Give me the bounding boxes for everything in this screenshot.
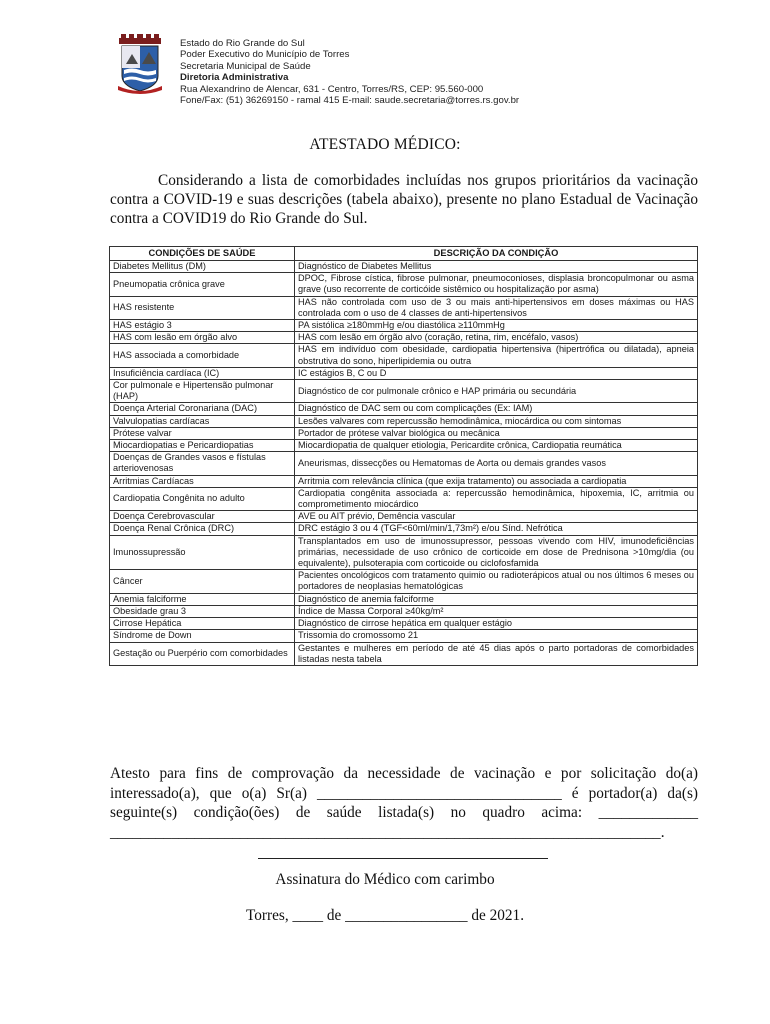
condition-cell: Síndrome de Down — [110, 630, 295, 642]
condition-cell: Cirrose Hepática — [110, 618, 295, 630]
condition-cell: Cardiopatia Congênita no adulto — [110, 487, 295, 510]
table-row — [110, 593, 698, 605]
description-cell: DRC estágio 3 ou 4 (TGF<60ml/min/1,73m²) e/ou Sínd. Nefrótica — [295, 523, 698, 535]
description-cell: Diagnóstico de Diabetes Mellitus — [295, 261, 698, 273]
condition-cell: Doença Renal Crônica (DRC) — [110, 523, 295, 535]
condition-cell: Arritmias Cardíacas — [110, 475, 295, 487]
condition-cell: Obesidade grau 3 — [110, 605, 295, 617]
header-line-executive: Poder Executivo do Município de Torres — [180, 49, 350, 61]
comorbidities-table — [109, 246, 698, 666]
description-cell: AVE ou AIT prévio, Demência vascular — [295, 511, 698, 523]
condition-cell: Doenças de Grandes vasos e fístulas arteriovenosas — [110, 452, 295, 475]
table-row — [110, 427, 698, 439]
table-row — [110, 344, 698, 367]
condition-cell: HAS associada a comorbidade — [110, 344, 295, 367]
description-cell: Lesões valvares com repercussão hemodinâmica, miocárdica ou com sintomas — [295, 415, 698, 427]
header-description: DESCRIÇÃO DA CONDIÇÃO — [295, 247, 698, 261]
table-row — [110, 511, 698, 523]
table-row — [110, 380, 698, 403]
description-cell: HAS com lesão em órgão alvo (coração, retina, rim, encéfalo, vasos) — [295, 332, 698, 344]
table-row — [110, 452, 698, 475]
municipal-coat-of-arms-icon — [116, 34, 164, 94]
condition-cell: Anemia falciforme — [110, 593, 295, 605]
condition-cell: Insuficiência cardíaca (IC) — [110, 367, 295, 379]
condition-cell: Miocardiopatias e Pericardiopatias — [110, 440, 295, 452]
table-row — [110, 523, 698, 535]
table-row — [110, 487, 698, 510]
description-cell: Aneurismas, dissecções ou Hematomas de Aorta ou demais grandes vasos — [295, 452, 698, 475]
letterhead — [180, 38, 519, 106]
table-row — [110, 535, 698, 570]
header-line-directorate: Diretoria Administrativa — [180, 72, 289, 84]
description-cell: Trissomia do cromossomo 21 — [295, 630, 698, 642]
description-cell: Miocardiopatia de qualquer etiologia, Pericardite crônica, Cardiopatia reumática — [295, 440, 698, 452]
condition-cell: Pneumopatia crônica grave — [110, 273, 295, 296]
header-line-state: Estado do Rio Grande do Sul — [180, 38, 305, 49]
description-cell: Arritmia com relevância clínica (que exija tratamento) ou associada a cardiopatia — [295, 475, 698, 487]
description-cell: Diagnóstico de cirrose hepática em qualquer estágio — [295, 618, 698, 630]
description-cell: HAS não controlada com uso de 3 ou mais anti-hipertensivos em doses máximas ou HAS controlada com o uso de 4 classes de anti-hipertensivos — [295, 296, 698, 319]
attestation-paragraph: Atesto para fins de comprovação da necessidade de vacinação e por solicitação do(a) interessado(a), que o(a) Sr(a) ________________________________ é portador(a) da(s) seguinte(s) condição(ões) de saúde listada(s) no quadro acima: _____________ ________________________________________________________________________. — [110, 765, 698, 841]
description-cell: DPOC, Fibrose cística, fibrose pulmonar, pneumoconioses, displasia broncopulmonar ou asma grave (uso recorrente de corticóide sistêmico ou hospitalização por asma) — [295, 273, 698, 296]
table-header-row — [110, 247, 698, 261]
signature-line — [258, 858, 548, 859]
intro-paragraph: Considerando a lista de comorbidades incluídas nos grupos prioritários da vacinação contra a COVID-19 e suas descrições (tabela abaixo), presente no plano Estadual de Vacinação contra a COVID19 do Rio Grande do Sul. — [110, 172, 698, 227]
table-row — [110, 296, 698, 319]
table-row — [110, 440, 698, 452]
table-row — [110, 332, 698, 344]
document-title: ATESTADO MÉDICO: — [309, 136, 461, 153]
condition-cell: Imunossupressão — [110, 535, 295, 570]
condition-cell: Doença Cerebrovascular — [110, 511, 295, 523]
header-address: Rua Alexandrino de Alencar, 631 - Centro, Torres/RS, CEP: 95.560-000 — [180, 83, 484, 95]
header-conditions: CONDIÇÕES DE SAÚDE — [110, 247, 295, 261]
description-cell: Índice de Massa Corporal ≥40kg/m² — [295, 605, 698, 617]
table-row — [110, 320, 698, 332]
table-row — [110, 403, 698, 415]
description-cell: Transplantados em uso de imunossupressor, pessoas vivendo com HIV, imunodeficiências primárias, necessidade de uso crônico de corticoide em dose de Prednisona >10mg/dia (ou equivalente), pulsoterapia com corticoide ou ciclofosfamida — [295, 535, 698, 570]
condition-cell: Cor pulmonale e Hipertensão pulmonar (HAP) — [110, 380, 295, 403]
description-cell: Cardiopatia congênita associada a: repercussão hemodinâmica, hipoxemia, IC, arritmia ou comprometimento miocárdico — [295, 487, 698, 510]
description-cell: HAS em indivíduo com obesidade, cardiopatia hipertensiva (hipertrófica ou dilatada), apneia obstrutiva do sono, hiperlipidemia ou outra — [295, 344, 698, 367]
condition-cell: Valvulopatias cardíacas — [110, 415, 295, 427]
condition-cell: Prótese valvar — [110, 427, 295, 439]
table-row — [110, 630, 698, 642]
condition-cell: HAS estágio 3 — [110, 320, 295, 332]
description-cell: Diagnóstico de DAC sem ou com complicações (Ex: IAM) — [295, 403, 698, 415]
condition-cell: Doença Arterial Coronariana (DAC) — [110, 403, 295, 415]
signature-label: Assinatura do Médico com carimbo — [275, 871, 495, 888]
table-row — [110, 367, 698, 379]
table-row — [110, 570, 698, 593]
condition-cell: HAS com lesão em órgão alvo — [110, 332, 295, 344]
description-cell: IC estágios B, C ou D — [295, 367, 698, 379]
description-cell: Portador de prótese valvar biológica ou mecânica — [295, 427, 698, 439]
table-row — [110, 415, 698, 427]
table-row — [110, 475, 698, 487]
condition-cell: HAS resistente — [110, 296, 295, 319]
table-row — [110, 261, 698, 273]
comorbidities-table-wrapper — [109, 246, 697, 666]
table-row — [110, 273, 698, 296]
condition-cell: Diabetes Mellitus (DM) — [110, 261, 295, 273]
condition-cell: Gestação ou Puerpério com comorbidades — [110, 642, 295, 665]
description-cell: Gestantes e mulheres em período de até 45 dias após o parto portadoras de comorbidades listadas nesta tabela — [295, 642, 698, 665]
table-row — [110, 618, 698, 630]
date-line: Torres, ____ de ________________ de 2021. — [245, 907, 525, 924]
table-row — [110, 605, 698, 617]
description-cell: Diagnóstico de cor pulmonale crônico e HAP primária ou secundária — [295, 380, 698, 403]
header-contact: Fone/Fax: (51) 36269150 - ramal 415 E-mail: saude.secretaria@torres.rs.gov.br — [180, 95, 520, 107]
condition-cell: Câncer — [110, 570, 295, 593]
table-body — [110, 261, 698, 666]
description-cell: Pacientes oncológicos com tratamento quimio ou radioterápicos atual ou nos últimos 6 meses ou portadores de neoplasias hematológicas — [295, 570, 698, 593]
table-row — [110, 642, 698, 665]
description-cell: PA sistólica ≥180mmHg e/ou diastólica ≥110mmHg — [295, 320, 698, 332]
header-line-secretariat: Secretaria Municipal de Saúde — [180, 60, 311, 72]
description-cell: Diagnóstico de anemia falciforme — [295, 593, 698, 605]
